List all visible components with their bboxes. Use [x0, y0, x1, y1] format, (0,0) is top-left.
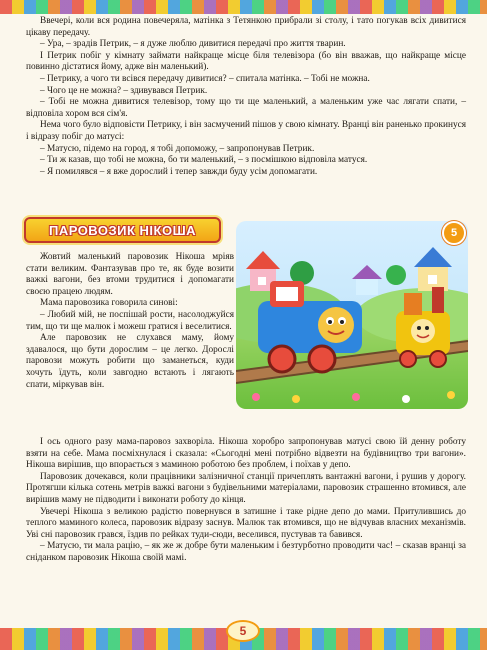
flower-icon: [447, 391, 455, 399]
story-title-banner: [24, 217, 221, 243]
paragraph: Увечері Нікоша з великою радістю повернувся в затишне і таке рідне депо до мами. Притулившись до теплого маминого колеса, паровозик відразу заснув. Малюк так втомився, що не відчував власних механізмів. Уві сні паровозик грався, їздив по рейках туди-сюди, веселився, пустував та бавився.: [26, 506, 466, 540]
story-left-column: [26, 252, 234, 391]
story-title: ПАРОВОЗИК НІКОША: [48, 222, 197, 238]
house-icon: [352, 265, 382, 295]
paragraph: Жовтий маленький паровозик Нікоша мріяв стати великим. Фантазував про те, як буде возити важкі вагони, без втоми трудитися і допомагати своєю працею людям.: [26, 252, 234, 297]
page-number: 5: [226, 620, 260, 642]
flower-icon: [402, 395, 410, 403]
paragraph: І ось одного разу мама-паровоз захворіла. Нікоша хоробро запропонував матусі свою їй денну роботу взяти на себе. Мама посміхнулася і сказала: «Сьогодні мені потрібно відвезти на будівництво три вагони». Нікоша вирішив, що впорається з маминою роботою без проблем, і поїхав у депо.: [26, 437, 466, 471]
train-illustration: [236, 221, 468, 409]
dialogue-line: – Ти ж казав, що тобі не можна, бо ти маленький, – з посмішкою відповіла матуся.: [40, 155, 368, 166]
paragraph: Але паровозик не слухався маму, йому здавалося, що бути дорослим – це легко. Дорослі паровози можуть робити що заманеться, куди хочуть їдуть, коли завгодно встають і лягають спати, міркував він.: [26, 333, 234, 390]
paragraph: Мама паровозика говорила синові:: [40, 298, 178, 309]
flower-icon: [352, 393, 360, 401]
flower-icon: [292, 395, 300, 403]
tree-icon: [386, 265, 406, 285]
dialogue-line: – Матусю, ти мала рацію, – як же ж добре бути маленьким і безтурботно проводити час! – сказав вранці за сніданком паровозик Нікоша своїй мамі.: [26, 541, 466, 563]
house-icon: [414, 247, 452, 291]
dialogue-line: – Тобі не можна дивитися телевізор, тому що ти ще маленький, а маленьким уже час лягати спати, – відповіла хором вся сім'я.: [26, 97, 466, 119]
train-scene-drawing: [236, 221, 468, 409]
dialogue-line: – Петрику, а чого ти всівся передачу дивитися? – спитала матінка. – Тобі не можна.: [40, 73, 370, 84]
dialogue-line: – Любий мій, не поспішай рости, насолоджуйся тим, що ти ще малюк і можеш гратися і веселитися.: [26, 309, 234, 332]
paragraph: Паровозик дочекався, коли працівники залізничної станції причеплять вантажні вагони, і рушив у дорогу. Протягши кілька сотень метрів важкі вагони з будівельними матеріалами, паровозик страшенно втомився, але вирішив маму не підводити і виконати роботу до кінця.: [26, 471, 466, 505]
dialogue-line: – Я помилявся – я вже дорослий і тепер завжди буду усім допомагати.: [40, 166, 318, 177]
dialogue-line: – Матусю, підемо на город, я тобі допоможу, – запропонував Петрик.: [40, 143, 315, 154]
story-number-badge: 5: [442, 221, 466, 245]
paragraph: Ввечері, коли вся родина повечеряла, матінка з Тетянкою прибрали зі столу, і тато погукав всіх дивитися цікаву передачу.: [26, 16, 466, 38]
intro-story: [26, 16, 466, 178]
dialogue-line: – Ура, – зрадів Петрик, – я дуже люблю дивитися передачі про життя тварин.: [40, 39, 346, 50]
story-continuation: [26, 437, 466, 565]
dialogue-line: – Чого це не можна? – здивувався Петрик.: [40, 85, 208, 96]
top-toy-border: [0, 0, 487, 14]
paragraph: Нема чого було відповісти Петрику, і він засмучений пішов у свою кімнату. Вранці він раненько прокинуся і відразу побіг до матусі:: [26, 120, 466, 142]
paragraph: І Петрик побіг у кімнату займати найкраще місце біля телевізора (бо він вважав, що найкраще місце повинно дістатися йому, адже він маленький).: [26, 50, 466, 73]
flower-icon: [252, 393, 260, 401]
